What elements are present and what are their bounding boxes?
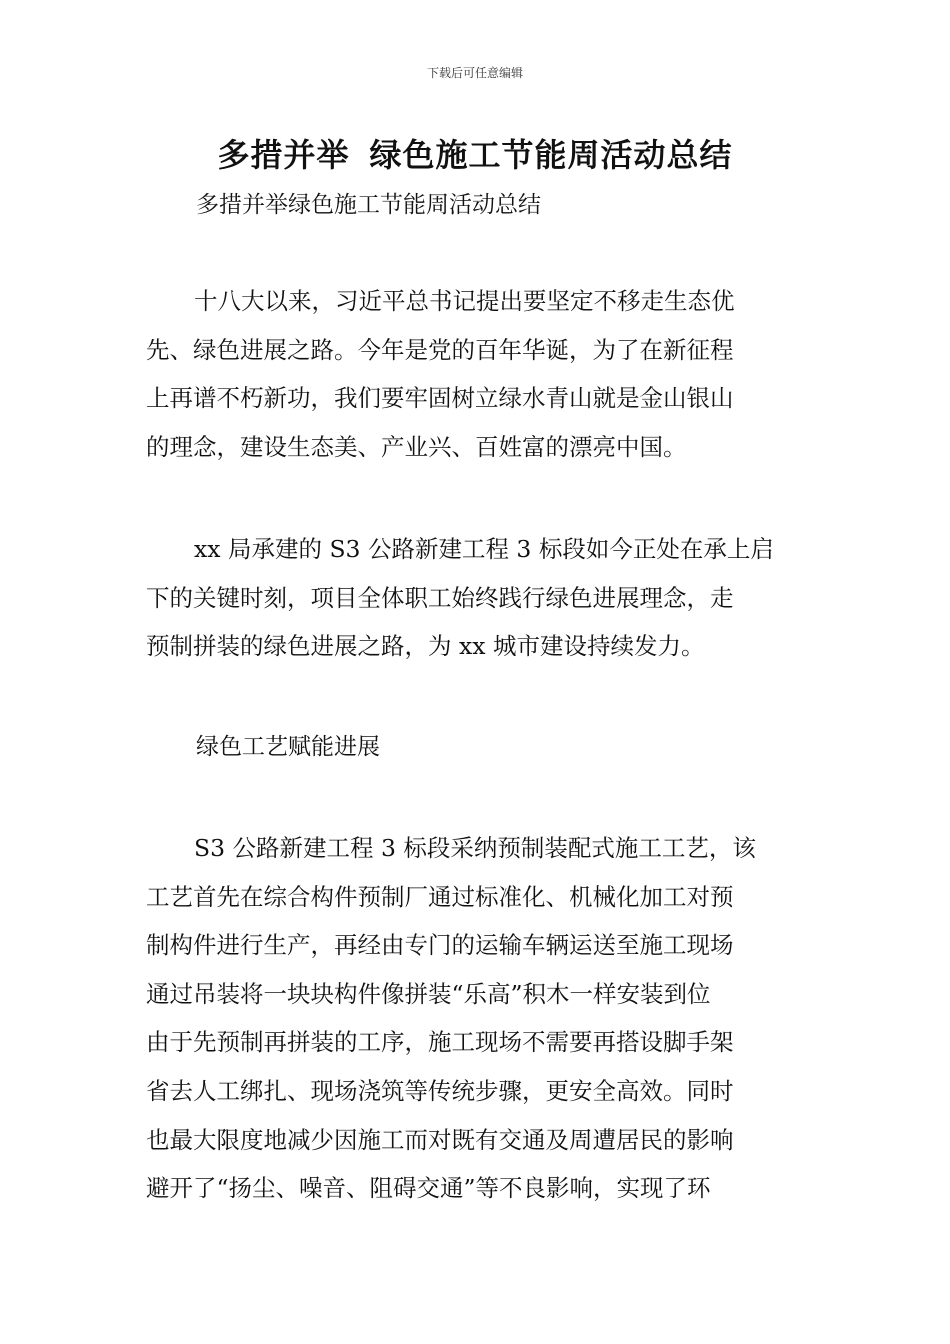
header-note: 下载后可任意编辑 [426, 66, 523, 80]
paragraph-line: 也最大限度地减少因施工而对既有交通及周遭居民的影响 [146, 1125, 734, 1154]
document-subtitle: 多措并举绿色施工节能周活动总结 [196, 192, 541, 218]
paragraph-line: 下的关键时刻，项目全体职工始终践行绿色进展理念，走 [146, 583, 734, 612]
paragraph-2 [146, 525, 810, 671]
paragraph-line: 先、绿色进展之路。今年是党的百年华诞，为了在新征程 [146, 335, 734, 364]
title-part-2: 绿色施工节能周活动总结 [369, 136, 733, 174]
paragraph-line: 省去人工绑扎、现场浇筑等传统步骤，更安全高效。同时 [146, 1076, 734, 1105]
paragraph-line: 通过吊装将一块块构件像拼装“乐高”积木一样安装到位 [146, 979, 711, 1008]
paragraph-line: 预制拼装的绿色进展之路，为 xx 城市建设持续发力。 [146, 632, 705, 661]
paragraph-line: S3 公路新建工程 3 标段采纳预制装配式施工工艺，该 [194, 834, 756, 862]
paragraph-line: 制构件进行生产，再经由专门的运输车辆运送至施工现场 [146, 931, 734, 960]
paragraph-line: xx 局承建的 S3 公路新建工程 3 标段如今正处在承上启 [194, 535, 774, 563]
paragraph-line: 由于先预制再拼装的工序，施工现场不需要再搭设脚手架 [146, 1028, 734, 1057]
paragraph-3 [146, 824, 810, 1213]
paragraph-line: 上再谱不朽新功，我们要牢固树立绿水青山就是金山银山 [146, 384, 734, 413]
paragraph-line: 十八大以来，习近平总书记提出要坚定不移走生态优 [194, 287, 735, 315]
section-heading: 绿色工艺赋能进展 [196, 734, 380, 760]
paragraph-1 [146, 277, 810, 471]
paragraph-line: 工艺首先在综合构件预制厂通过标准化、机械化加工对预 [146, 882, 734, 911]
document-title [0, 130, 950, 176]
paragraph-line: 的理念，建设生态美、产业兴、百姓富的漂亮中国。 [146, 432, 687, 461]
title-part-1: 多措并举 [217, 136, 350, 174]
paragraph-line: 避开了“扬尘、噪音、阻碍交通”等不良影响，实现了环 [146, 1174, 711, 1203]
